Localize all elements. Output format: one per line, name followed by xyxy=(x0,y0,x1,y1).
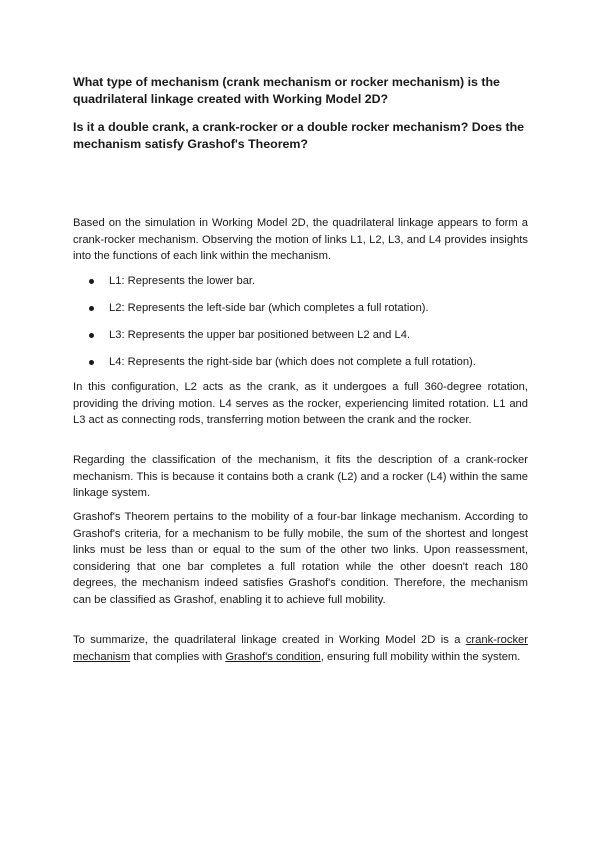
summary-text-3: , ensuring full mobility within the system. xyxy=(320,650,521,663)
list-item xyxy=(73,273,528,300)
list-item xyxy=(73,354,528,381)
link-description: L3: Represents the upper bar positioned between L2 and L4. xyxy=(109,329,411,341)
link-description: L4: Represents the right-side bar (which does not complete a full rotation). xyxy=(109,356,476,368)
link-list xyxy=(73,273,528,381)
configuration-paragraph: In this configuration, L2 acts as the crank, as it undergoes a full 360-degree rotation, providing the driving motion. L4 serves as the rocker, experiencing limited rotation. L1 and L3 act as connecting rods, transferring motion between the crank and the rocker. xyxy=(73,381,528,426)
grashof-condition-term: Grashof's condition xyxy=(225,650,321,663)
intro-paragraph: Based on the simulation in Working Model 2D, the quadrilateral linkage appears to form a crank-rocker mechanism. Observing the motion of links L1, L2, L3, and L4 provides insights into the functions of each link within the mechanism. xyxy=(73,217,528,262)
bullet-icon xyxy=(89,360,94,365)
question-1: What type of mechanism (crank mechanism or rocker mechanism) is the quadrilateral linkage created with Working Model 2D? xyxy=(73,75,500,106)
list-item xyxy=(73,300,528,327)
classification-paragraph: Regarding the classification of the mechanism, it fits the description of a crank-rocker mechanism. This is because it contains both a crank (L2) and a rocker (L4) within the same linkage system. xyxy=(73,454,528,499)
grashof-paragraph: Grashof's Theorem pertains to the mobility of a four-bar linkage mechanism. According to Grashof's criteria, for a mechanism to be fully mobile, the sum of the shortest and longest links must be less than or equal to the sum of the other two links. Upon reassessment, considering that one bar completes a full rotation while the other doesn't reach 180 degrees, the mechanism indeed satisfies Grashof's condition. Therefore, the mechanism can be classified as Grashof, enabling it to achieve full mobility. xyxy=(73,511,528,606)
link-description: L1: Represents the lower bar. xyxy=(109,275,256,287)
bullet-icon xyxy=(89,279,94,284)
bullet-icon xyxy=(89,333,94,338)
summary-text-1: To summarize, the quadrilateral linkage created in Working Model 2D is a xyxy=(73,634,466,646)
link-description: L2: Represents the left-side bar (which completes a full rotation). xyxy=(109,302,429,314)
list-item xyxy=(73,327,528,354)
question-2: Is it a double crank, a crank-rocker or a double rocker mechanism? Does the mechanism satisfy Grashof's Theorem? xyxy=(73,120,525,151)
summary-text-2: that complies with xyxy=(130,650,226,663)
summary-paragraph xyxy=(73,632,528,665)
bullet-icon xyxy=(89,306,94,311)
crank-rocker-term: crank-rocker mechanism xyxy=(73,634,528,663)
